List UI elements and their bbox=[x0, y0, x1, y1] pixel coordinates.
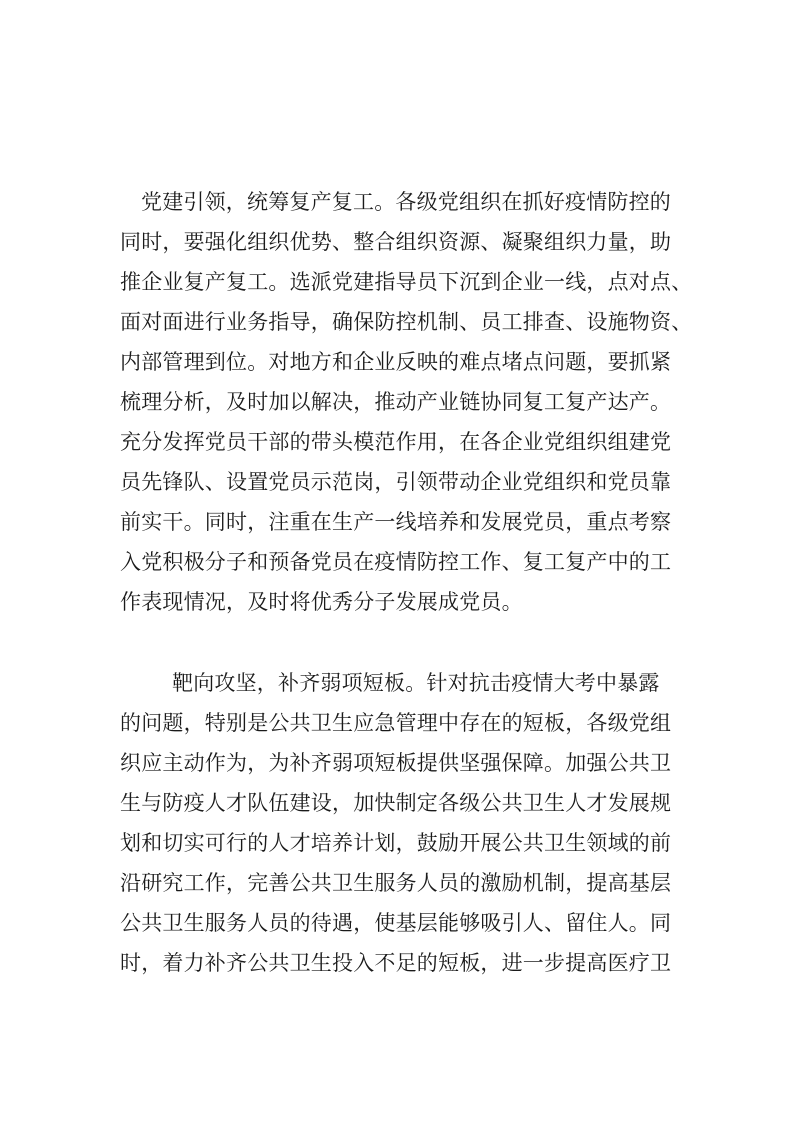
text-line: 生与防疫人才队伍建设，加快制定各级公共卫生人才发展规 bbox=[120, 791, 672, 815]
text-line: 面对面进行业务指导，确保防控机制、员工排查、设施物资、 bbox=[120, 310, 693, 334]
text-line: 作表现情况，及时将优秀分子发展成党员。 bbox=[120, 590, 523, 614]
text-line: 入党积极分子和预备党员在疫情防控工作、复工复产中的工 bbox=[120, 550, 672, 574]
text-line: 推企业复产复工。选派党建指导员下沉到企业一线，点对点、 bbox=[120, 270, 693, 294]
text-line: 织应主动作为，为补齐弱项短板提供坚强保障。加强公共卫 bbox=[120, 751, 672, 775]
text-line: 靶向攻坚，补齐弱项短板。针对抗击疫情大考中暴露 bbox=[172, 671, 660, 695]
text-line: 同时，要强化组织优势、整合组织资源、凝聚组织力量，助 bbox=[120, 230, 672, 254]
text-line: 公共卫生服务人员的待遇，使基层能够吸引人、留住人。同 bbox=[120, 911, 672, 935]
text-line: 梳理分析，及时加以解决，推动产业链协同复工复产达产。 bbox=[120, 390, 672, 414]
text-line: 党建引领，统筹复产复工。各级党组织在抓好疫情防控的 bbox=[141, 190, 671, 214]
text-line: 划和切实可行的人才培养计划，鼓励开展公共卫生领域的前 bbox=[120, 831, 672, 855]
text-line: 员先锋队、设置党员示范岗，引领带动企业党组织和党员靠 bbox=[120, 470, 672, 494]
text-line: 的问题，特别是公共卫生应急管理中存在的短板，各级党组 bbox=[120, 711, 672, 735]
text-line: 时，着力补齐公共卫生投入不足的短板，进一步提高医疗卫 bbox=[120, 951, 672, 975]
text-line: 沿研究工作，完善公共卫生服务人员的激励机制，提高基层 bbox=[120, 871, 672, 895]
text-line: 前实干。同时，注重在生产一线培养和发展党员，重点考察 bbox=[120, 510, 672, 534]
text-line: 内部管理到位。对地方和企业反映的难点堵点问题，要抓紧 bbox=[120, 350, 672, 374]
text-line: 充分发挥党员干部的带头模范作用，在各企业党组织组建党 bbox=[120, 430, 672, 454]
